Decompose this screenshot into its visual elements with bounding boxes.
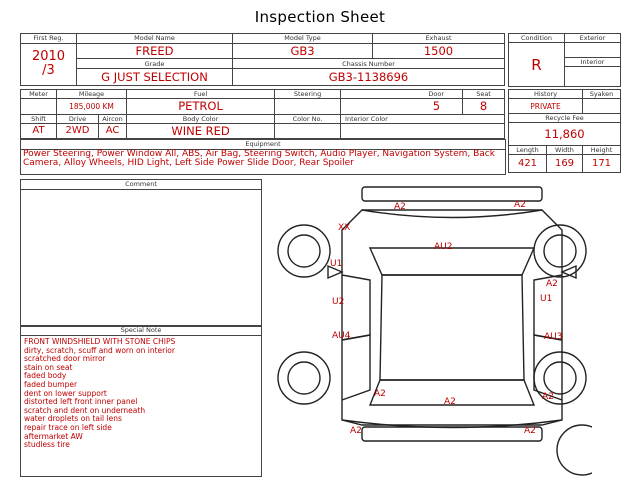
- meter-value: [21, 99, 57, 114]
- history-value: PRIVATE: [509, 99, 583, 114]
- recycle-fee-value: 11,860: [509, 123, 621, 145]
- sheet-title: Inspection Sheet: [254, 8, 386, 26]
- length-label: Length: [509, 145, 547, 154]
- equipment-box: [20, 139, 506, 175]
- mark-rear-right: A2: [524, 426, 536, 436]
- mark-right-front: A2: [546, 279, 558, 289]
- length-value: 421: [509, 154, 547, 172]
- spec-table: [20, 89, 505, 139]
- fuel-value: PETROL: [127, 99, 275, 114]
- rear-bumper-outline: [362, 427, 542, 441]
- door-label: Door: [341, 90, 463, 99]
- mark-rear-left-quarter: A2: [374, 389, 386, 399]
- mark-left-front-door: U1: [330, 259, 343, 269]
- body-color-value: WINE RED: [127, 123, 275, 138]
- first-reg-label: First Reg.: [21, 34, 77, 44]
- grade-value: G JUST SELECTION: [77, 69, 233, 86]
- steering-value: [275, 99, 341, 114]
- grade-label: Grade: [77, 59, 233, 69]
- aircon-label: Aircon: [99, 114, 127, 123]
- seat-value: 8: [463, 99, 505, 114]
- front-left-wheel-icon: [278, 225, 330, 277]
- left-rear-door-outline: [342, 335, 370, 400]
- car-damage-diagram: [262, 180, 592, 478]
- exterior-label: Exterior: [565, 34, 621, 43]
- special-note-item: aftermarket AW: [24, 431, 83, 441]
- rear-right-hub-icon: [544, 362, 576, 394]
- special-note-item: stain on seat: [24, 362, 73, 372]
- rear-left-wheel-icon: [278, 352, 330, 404]
- mark-rear-right-quarter: A2: [542, 392, 554, 402]
- front-right-wheel-icon: [534, 225, 586, 277]
- syaken-value: [583, 99, 621, 114]
- special-note-box: [20, 325, 262, 477]
- equipment-text: Power Steering, Power Window All, ABS, Air Bag, Steering Switch, Audio Player, Navigation System, Back Camera, Alloy Wheels, HID Light, Left Side Power Slide Door, Rear Spoiler: [23, 149, 495, 168]
- interior-label: Interior: [565, 58, 621, 67]
- mileage-value: 185,000 KM: [57, 99, 127, 114]
- mark-front-corner: XX: [338, 223, 351, 233]
- front-right-hub-icon: [544, 235, 576, 267]
- seat-label: Seat: [463, 90, 505, 99]
- rear-left-hub-icon: [288, 362, 320, 394]
- meter-label: Meter: [21, 90, 57, 99]
- vehicle-info-table: [20, 33, 505, 86]
- special-note-item: faded bumper: [24, 379, 78, 389]
- mark-right-rear-door: AU3: [544, 332, 563, 342]
- model-type-value: GB3: [233, 43, 373, 59]
- body-color-label: Body Color: [127, 114, 275, 123]
- mark-left-rear-door: AU4: [332, 331, 351, 341]
- special-note-item: FRONT WINDSHIELD WITH STONE CHIPS: [24, 337, 176, 346]
- comment-box: [20, 179, 262, 327]
- special-note-item: water droplets on tail lens: [24, 414, 122, 424]
- chassis-value: GB3-1138696: [233, 69, 505, 86]
- syaken-label: Syaken: [583, 90, 621, 99]
- special-note-label: Special Note: [21, 326, 261, 336]
- height-label: Height: [583, 145, 621, 154]
- shift-value: AT: [21, 123, 57, 138]
- color-no-label: Color No.: [275, 114, 341, 123]
- special-note-item: scratch and dent on underneath: [24, 405, 146, 415]
- interior-value: [565, 67, 621, 87]
- special-note-list: [24, 338, 175, 450]
- mark-roof: AU2: [434, 242, 453, 252]
- condition-table: [508, 33, 621, 87]
- interior-color-value: [341, 123, 505, 138]
- special-note-item: studless tire: [24, 440, 70, 450]
- first-reg-year: 2010: [31, 49, 66, 65]
- comment-label: Comment: [21, 180, 261, 190]
- recycle-fee-label: Recycle Fee: [509, 114, 621, 123]
- front-left-hub-icon: [288, 235, 320, 267]
- condition-value: R: [509, 43, 565, 87]
- mark-front-left: A2: [394, 202, 406, 212]
- special-note-item: scratched door mirror: [24, 354, 106, 364]
- comment-text: [21, 190, 261, 194]
- exterior-value: [565, 43, 621, 58]
- first-reg-month: /3: [42, 63, 55, 79]
- history-table: [508, 89, 621, 173]
- roof-outline: [380, 275, 524, 380]
- model-type-label: Model Type: [233, 34, 373, 44]
- aircon-value: AC: [99, 123, 127, 138]
- history-label: History: [509, 90, 583, 99]
- interior-color-label: Interior Color: [341, 114, 505, 123]
- mark-left-mid: U2: [332, 297, 345, 307]
- width-label: Width: [547, 145, 583, 154]
- special-note-item: faded body: [24, 371, 67, 381]
- spare-tire-icon: [557, 425, 592, 475]
- mark-front-right: A2: [514, 200, 526, 210]
- model-name-label: Model Name: [77, 34, 233, 44]
- equipment-label: Equipment: [21, 140, 505, 150]
- shift-label: Shift: [21, 114, 57, 123]
- mark-right-front-door: U1: [540, 294, 553, 304]
- exhaust-value: 1500: [373, 43, 505, 59]
- front-bumper-outline: [362, 187, 542, 201]
- condition-label: Condition: [509, 34, 565, 43]
- model-name-value: FREED: [77, 43, 233, 59]
- fuel-label: Fuel: [127, 90, 275, 99]
- exhaust-label: Exhaust: [373, 34, 505, 44]
- special-note-item: dent on lower support: [24, 388, 107, 398]
- chassis-label: Chassis Number: [233, 59, 505, 69]
- windshield-outline: [370, 248, 534, 275]
- special-note-item: distorted left front inner panel: [24, 397, 138, 407]
- drive-value: 2WD: [57, 123, 99, 138]
- drive-label: Drive: [57, 114, 99, 123]
- special-note-item: dirty, scratch, scuff and worn on interior: [24, 345, 175, 355]
- mileage-label: Mileage: [57, 90, 127, 99]
- hood-line: [362, 210, 542, 218]
- mark-rear-center: A2: [444, 397, 456, 407]
- door-value: 5: [341, 99, 463, 114]
- mark-rear-left: A2: [350, 426, 362, 436]
- first-reg-value: [21, 43, 77, 85]
- width-value: 169: [547, 154, 583, 172]
- steering-label: Steering: [275, 90, 341, 99]
- color-no-value: [275, 123, 341, 138]
- special-note-item: repair trace on left side: [24, 422, 112, 432]
- height-value: 171: [583, 154, 621, 172]
